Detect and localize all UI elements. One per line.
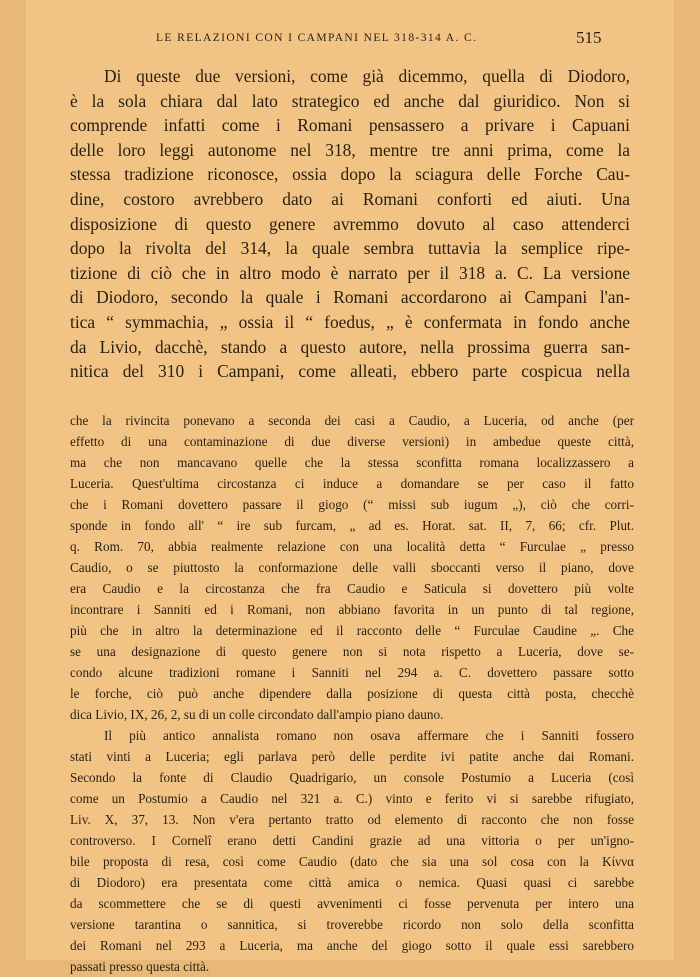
main-line: nitica del 310 i Campani, come alleati, ebbero parte cospicua nella xyxy=(70,361,630,382)
note-line: condo alcune tradizioni romane i Sanniti nel 294 a. C. dovettero passare sotto xyxy=(70,665,634,680)
note-line: che la rivincita ponevano a seconda dei casi a Caudio, a Luceria, od anche (per xyxy=(70,413,634,428)
note-line: era Caudio e la circostanza che fra Caudio e Saticula si dovettero più volte xyxy=(70,581,634,596)
note-line: bile proposta di resa, così come Caudio (dato che sia una sol cosa con la Κίννα xyxy=(70,854,634,869)
page-header xyxy=(26,28,674,52)
note-line: Luceria. Quest'ultima circostanza ci induce a domandare se per caso il fatto xyxy=(70,476,634,491)
note-line: incontrare i Sanniti ed i Romani, non abbiano favorita in un punto di tal regione, xyxy=(70,602,634,617)
main-line: da Livio, dacchè, stando a questo autore, nella prossima guerra san- xyxy=(70,336,630,357)
main-line: stessa tradizione riconosce, ossia dopo la sciagura delle Forche Cau- xyxy=(70,164,630,185)
note-line: q. Rom. 70, abbia realmente relazione con una località detta “ Furculae „ presso xyxy=(70,539,634,554)
note-line: sponde in fondo all' “ ire sub furcam, „ ad es. Horat. sat. II, 7, 66; cfr. Plut. xyxy=(70,518,634,533)
note-line: da scommettere che se di questi avvenimenti ci fosse pervenuta per intero una xyxy=(70,896,634,911)
main-line: dopo la rivolta del 314, la quale sembra tuttavia la semplice ripe- xyxy=(70,238,630,259)
note-line: che i Romani dovettero passare il giogo (“ missi sub iugum „), ciò che corri- xyxy=(70,497,634,512)
main-line: di Diodoro, secondo la quale i Romani accordarono ai Campani l'an- xyxy=(70,287,630,308)
note-line: più che in altro la determinazione ed il racconto delle “ Furculae Caudine „. Che xyxy=(70,623,634,638)
note-line: Secondo la fonte di Claudio Quadrigario, un console Postumio a Luceria (così xyxy=(70,770,634,785)
note-line: come un Postumio a Caudio nel 321 a. C.) vinto e ferito vi si sarebbe rifugiato, xyxy=(70,791,634,806)
main-line: dine, costoro avrebbero dato ai Romani conforti ed aiuti. Una xyxy=(70,188,630,209)
footnote-block xyxy=(70,410,634,977)
page-number: 515 xyxy=(576,28,602,47)
note-line: controverso. I Cornelî erano detti Candini grazie ad una vittoria o per un'igno- xyxy=(70,833,634,848)
book-page xyxy=(26,0,674,974)
main-line: comprende infatti come i Romani pensassero a privare i Capuani xyxy=(70,115,630,136)
note-line: Liv. X, 37, 13. Non v'era pertanto tratto od elemento di racconto che non fosse xyxy=(70,812,634,827)
note-line: dei Romani nel 293 a Luceria, ma anche del giogo sotto il quale essi sarebbero xyxy=(70,938,634,953)
note-line: stati vinti a Luceria; egli parlava però delle perdite ivi patite anche dai Romani. xyxy=(70,749,634,764)
note-line: di Diodoro) era presentata come città amica o nemica. Quasi quasi ci sarebbe xyxy=(70,875,634,890)
main-paragraph xyxy=(70,64,630,384)
note-line: effetto di una contaminazione di due diverse versioni) in ambedue queste città, xyxy=(70,434,634,449)
main-line: disposizione di questo genere avremmo dovuto al caso attenderci xyxy=(70,213,630,234)
note-line: le forche, ciò può anche dipendere dalla posizione di questa città posta, checchè xyxy=(70,686,634,701)
note-line: se una designazione di questo genere non si nota rispetto a Luceria, dove se- xyxy=(70,644,634,659)
note-line: passati presso questa città. xyxy=(70,959,210,974)
main-line: tizione di ciò che in altro modo è narrato per il 318 a. C. La versione xyxy=(70,262,630,283)
main-line: è la sola chiara dal lato strategico ed anche dal giuridico. Non si xyxy=(70,90,630,111)
note-line: Caudio, o se piuttosto la conformazione delle valli sboccanti verso il piano, dove xyxy=(70,560,634,575)
note-line: Il più antico annalista romano non osava affermare che i Sanniti fossero xyxy=(104,728,634,743)
note-line: dica Livio, IX, 26, 2, su di un colle circondato dall'ampio piano dauno. xyxy=(70,707,444,722)
main-line: delle loro leggi autonome nel 318, mentre tre anni prima, come la xyxy=(70,139,630,160)
running-head: LE RELAZIONI CON I CAMPANI NEL 318-314 A. C. xyxy=(156,32,478,44)
main-line: tica “ symmachia, „ ossia il “ foedus, „ è confermata in fondo anche xyxy=(70,311,630,332)
main-line: Di queste due versioni, come già dicemmo, quella di Diodoro, xyxy=(104,66,630,86)
note-line: ma che non mancavano quelle che la stessa sconfitta romana localizzassero a xyxy=(70,455,634,470)
note-line: versione tarantina o sannitica, si troverebbe ricordo non solo della sconfitta xyxy=(70,917,634,932)
